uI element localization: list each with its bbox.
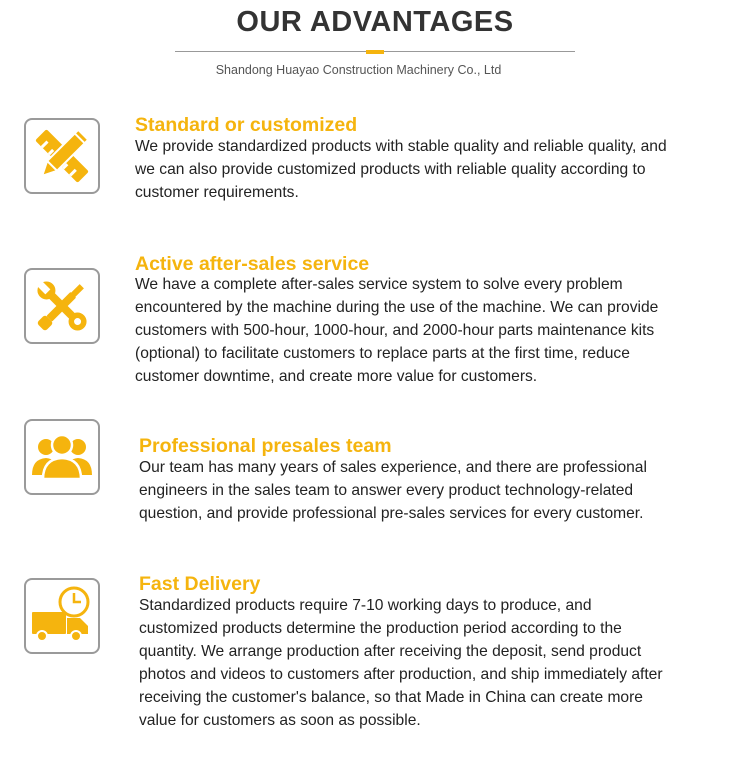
description-line: Our team has many years of sales experience, and there are professional bbox=[139, 459, 647, 476]
wrench-screwdriver-icon bbox=[26, 270, 98, 342]
description-line: customers with 500-hour, 1000-hour, and 2000-hour parts maintenance kits bbox=[135, 322, 655, 339]
header bbox=[0, 0, 750, 90]
advantage-description bbox=[135, 135, 735, 204]
advantage-description bbox=[139, 594, 739, 732]
description-line: customized products determine the production period according to the bbox=[139, 620, 622, 637]
description-line: We have a complete after-sales service system to solve every problem bbox=[135, 276, 623, 293]
icon-frame bbox=[24, 419, 100, 495]
description-line: photos and videos to customers after production, and ship immediately after bbox=[139, 666, 663, 683]
delivery-truck-clock-icon bbox=[26, 580, 98, 652]
icon-frame bbox=[24, 118, 100, 194]
description-line: engineers in the sales team to answer every product technology-related bbox=[139, 482, 634, 499]
description-line: customer requirements. bbox=[135, 184, 299, 201]
company-name: Shandong Huayao Construction Machinery Co., Ltd bbox=[215, 63, 502, 77]
icon-frame bbox=[24, 268, 100, 344]
advantage-title: Fast Delivery bbox=[139, 573, 261, 595]
advantage-description bbox=[139, 456, 739, 525]
description-line: encountered by the machine during the use of the machine. We can provide bbox=[135, 299, 659, 316]
description-line: quantity. We arrange production after receiving the deposit, send product bbox=[139, 643, 642, 660]
advantage-description bbox=[135, 273, 735, 388]
advantage-title: Professional presales team bbox=[139, 435, 392, 457]
icon-frame bbox=[24, 578, 100, 654]
advantage-title: Standard or customized bbox=[135, 114, 358, 136]
description-line: (optional) to facilitate customers to replace parts at the first time, reduce bbox=[135, 345, 630, 362]
title-divider-accent bbox=[366, 50, 384, 54]
advantage-title: Active after-sales service bbox=[135, 253, 370, 275]
description-line: question, and provide professional pre-sales services for every customer. bbox=[139, 505, 644, 522]
description-line: we can also provide customized products with reliable quality according to bbox=[135, 161, 646, 178]
pencil-ruler-icon bbox=[26, 120, 98, 192]
description-line: We provide standardized products with stable quality and reliable quality, and bbox=[135, 138, 667, 155]
page-title: OUR ADVANTAGES bbox=[236, 6, 514, 38]
team-people-icon bbox=[26, 421, 98, 493]
description-line: Standardized products require 7-10 working days to produce, and bbox=[139, 597, 592, 614]
description-line: receiving the customer's balance, so that Made in China can create more bbox=[139, 689, 643, 706]
description-line: value for customers as soon as possible. bbox=[139, 712, 421, 729]
description-line: customer downtime, and create more value for customers. bbox=[135, 368, 538, 385]
